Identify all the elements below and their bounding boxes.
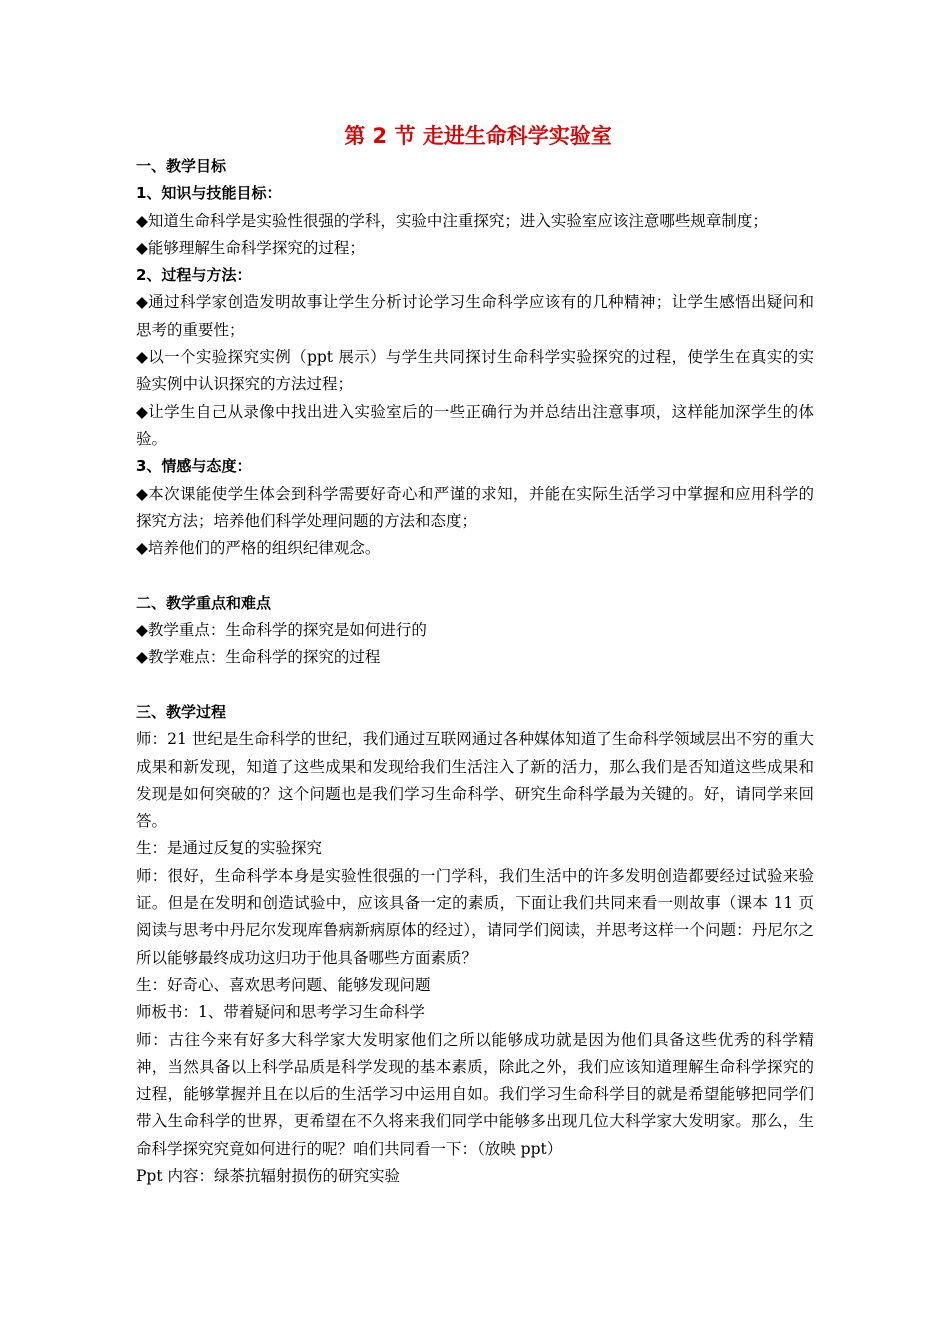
paragraph: ◆培养他们的严格的组织纪律观念。 bbox=[136, 539, 381, 558]
paragraph: 生：是通过反复的实验探究 bbox=[136, 839, 323, 858]
paragraph: ◆让学生自己从录像中找出进入实验室后的一些正确行为并总结出注意事项，这样能加深学生的体验。 bbox=[136, 402, 814, 448]
paragraph: 师：21 世纪是生命科学的世纪，我们通过互联网通过各种媒体知道了生命科学领域层出不穷的重大成果和新发现，知道了这些成果和发现给我们生活注入了新的活力，那么我们是否知道这些成果和发现是如何突破的？这个问题也是我们学习生命科学、研究生命科学最为关键的。好，请同学来回答。 bbox=[136, 730, 814, 831]
document-page bbox=[136, 120, 814, 1190]
page-title: 第 2 节 走进生命科学实验室 bbox=[344, 124, 612, 148]
paragraph: 生：好奇心、喜欢思考问题、能够发现问题 bbox=[136, 975, 431, 994]
section-heading: 1、知识与技能目标： bbox=[136, 184, 282, 203]
paragraph: ◆通过科学家创造发明故事让学生分析讨论学习生命科学应该有的几种精神；让学生感悟出疑问和思考的重要性； bbox=[136, 293, 814, 339]
paragraph: ◆以一个实验探究实例（ppt 展示）与学生共同探讨生命科学实验探究的过程，使学生在真实的实验实例中认识探究的方法过程； bbox=[136, 348, 814, 394]
section-heading: 二、教学重点和难点 bbox=[136, 593, 272, 612]
section-heading: 一、教学目标 bbox=[136, 157, 227, 175]
paragraph: Ppt 内容：绿茶抗辐射损伤的研究实验 bbox=[136, 1166, 401, 1185]
section-heading: 3、情感与态度： bbox=[136, 457, 252, 476]
paragraph: ◆知道生命科学是实验性很强的学科，实验中注重探究；进入实验室应该注意哪些规章制度； bbox=[136, 211, 768, 230]
document-body bbox=[136, 153, 814, 1190]
section-heading: 2、过程与方法： bbox=[136, 266, 252, 285]
paragraph: ◆教学难点：生命科学的探究的过程 bbox=[136, 648, 381, 667]
blank-line bbox=[136, 562, 814, 589]
paragraph: ◆能够理解生命科学探究的过程； bbox=[136, 238, 365, 257]
section-heading: 三、教学过程 bbox=[136, 702, 227, 721]
paragraph: ◆教学重点：生命科学的探究是如何进行的 bbox=[136, 621, 427, 640]
paragraph: 师板书：1、带着疑问和思考学习生命科学 bbox=[136, 1003, 425, 1022]
paragraph: 师：很好，生命科学本身是实验性很强的一门学科，我们生活中的许多发明创造都要经过试验来验证。但是在发明和创造试验中，应该具备一定的素质，下面让我们共同来看一则故事（课本 11 页阅读与思考中丹尼尔发现库鲁病新病原体的经过），请同学们阅读，并思考这样一个问题：丹尼尔之所以能够最终成功这归功于他具备哪些方面素质？ bbox=[136, 866, 814, 967]
paragraph: ◆本次课能使学生体会到科学需要好奇心和严谨的求知，并能在实际生活学习中掌握和应用科学的探究方法；培养他们科学处理问题的方法和态度； bbox=[136, 484, 814, 530]
blank-line bbox=[136, 672, 814, 699]
paragraph: 师：古往今来有好多大科学家大发明家他们之所以能够成功就是因为他们具备这些优秀的科学精神，当然具备以上科学品质是科学发现的基本素质，除此之外，我们应该知道理解生命科学探究的过程，能够掌握并且在以后的生活学习中运用自如。我们学习生命科学目的就是希望能够把同学们带入生命科学的世界，更希望在不久将来我们同学中能够多出现几位大科学家大发明家。那么，生命科学探究究竟如何进行的呢？咱们共同看一下：（放映 ppt） bbox=[136, 1030, 814, 1158]
